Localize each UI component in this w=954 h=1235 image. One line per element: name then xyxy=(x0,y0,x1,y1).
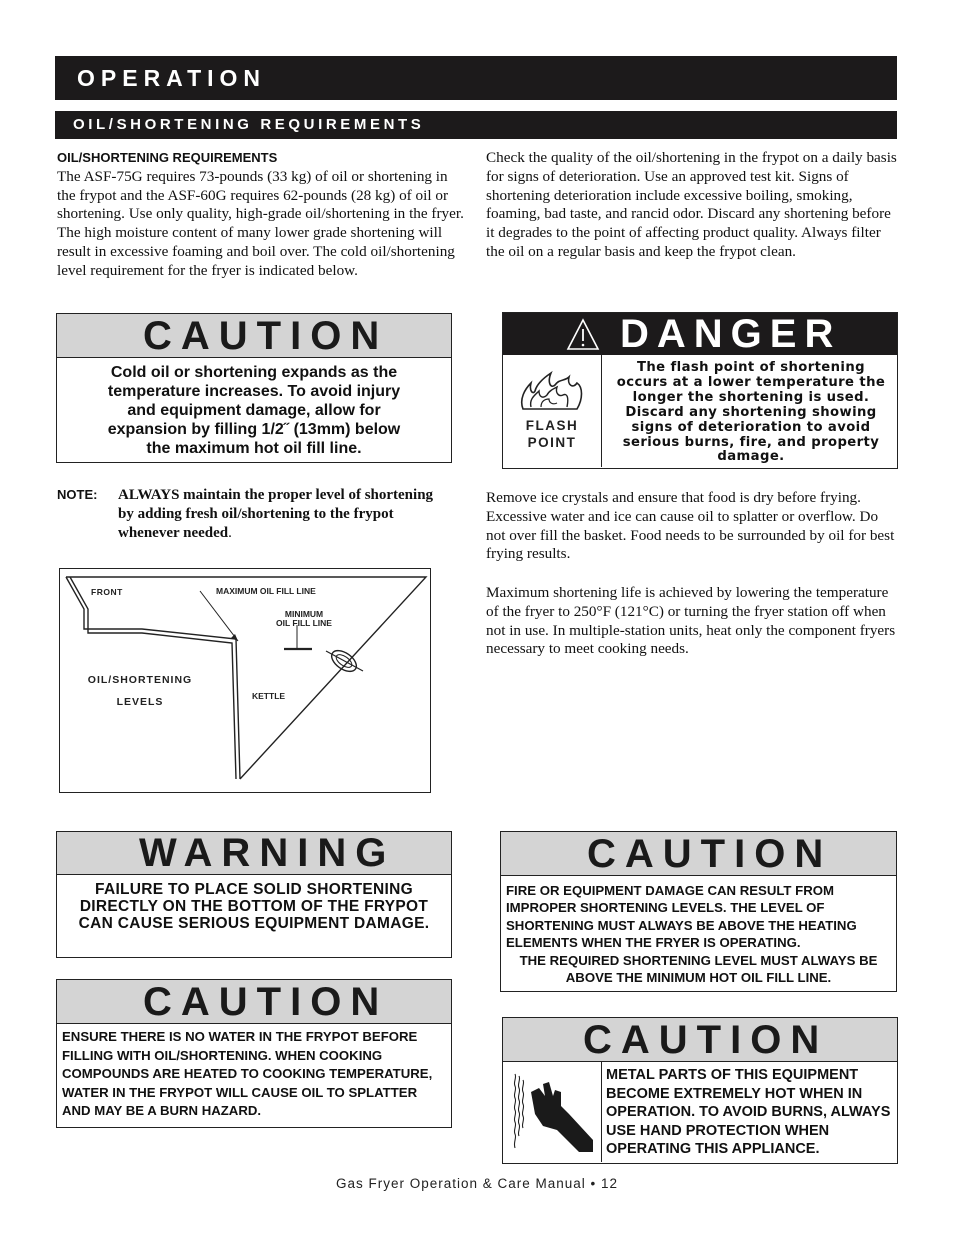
levels-label: OIL/SHORTENING LEVELS xyxy=(87,674,193,708)
caution-title: CAUTION xyxy=(501,832,896,876)
max-fill-label: MAXIMUM OIL FILL LINE xyxy=(216,586,316,596)
danger-header xyxy=(503,313,897,355)
caution-box-levels xyxy=(500,831,897,992)
shortening-life-paragraph: Maximum shortening life is achieved by lowering the temperature of the fryer to 250°F (121°C) or turning the fryer station off when not in use. In multiple-station units, heat only the component fryers necessary to meet cooking needs. xyxy=(486,584,896,658)
kettle-label: KETTLE xyxy=(252,691,286,701)
front-label: FRONT xyxy=(91,587,123,597)
section-title: OPERATION xyxy=(55,56,897,100)
ice-crystals-paragraph: Remove ice crystals and ensure that food is dry before frying. Excessive water and ice can cause oil to splatter or overflow. Do not over fill the basket. Food needs to be surrounded by oil for best frying results. xyxy=(486,489,895,563)
warning-title: WARNING xyxy=(57,832,451,875)
danger-message: The flash point of shortening occurs at a lower temperature the longer the shortening is used. Discard any shortening showing signs of deterioration to avoid serious burns, fire, and property damage. xyxy=(616,360,886,465)
caution-message: FIRE OR EQUIPMENT DAMAGE CAN RESULT FROM IMPROPER SHORTENING LEVELS. THE LEVEL OF SHORTENING MUST ALWAYS BE ABOVE THE HEATING ELEMENTS WHEN THE FRYER IS OPERATING. xyxy=(506,883,857,951)
caution-title: CAUTION xyxy=(57,314,451,358)
caution-message: ENSURE THERE IS NO WATER IN THE FRYPOT BEFORE FILLING WITH OIL/SHORTENING. WHEN COOKING COMPOUNDS ARE HEATED TO COOKING TEMPERATURE, WATER IN THE FRYPOT WILL CAUSE OIL TO SPLATTER AND MAY BE A BURN HAZARD. xyxy=(62,1029,433,1119)
caution-title: CAUTION xyxy=(57,980,451,1024)
oil-level-diagram xyxy=(59,568,431,793)
oil-requirements-heading: OIL/SHORTENING REQUIREMENTS xyxy=(57,150,278,165)
caution-box-water xyxy=(56,979,452,1128)
hot-surface-icon-panel xyxy=(503,1062,602,1162)
caution-emphasis: THE REQUIRED SHORTENING LEVEL MUST ALWAYS BE ABOVE THE MINIMUM HOT OIL FILL LINE. xyxy=(519,952,878,986)
danger-box-flash-point xyxy=(502,312,898,469)
flash-point-icon-panel xyxy=(503,355,602,467)
note-label: NOTE: xyxy=(57,487,98,502)
flame-icon xyxy=(517,369,589,413)
caution-message: METAL PARTS OF THIS EQUIPMENT BECOME EXTREMELY HOT WHEN IN OPERATION. TO AVOID BURNS, ALWAYS USE HAND PROTECTION WHEN OPERATING THIS APPLIANCE. xyxy=(606,1067,891,1158)
warning-message: FAILURE TO PLACE SOLID SHORTENING DIRECTLY ON THE BOTTOM OF THE FRYPOT CAN CAUSE SERIOUS EQUIPMENT DAMAGE. xyxy=(78,881,430,932)
note-text: ALWAYS maintain the proper level of shortening by adding fresh oil/shortening to the frypot whenever needed. xyxy=(118,487,434,541)
min-fill-label: MINIMUM OIL FILL LINE xyxy=(276,609,332,628)
caution-message: Cold oil or shortening expands as the temperature increases. To avoid injury and equipment damage, allow for expansion by filling 1/2˝ (13mm) below the maximum hot oil fill line. xyxy=(107,364,401,457)
danger-title: DANGER xyxy=(620,312,842,356)
warning-box-solid-shortening xyxy=(56,831,452,958)
oil-requirements-paragraph: The ASF-75G requires 73-pounds (33 kg) of oil or shortening in the frypot and the ASF-60G requires 62-pounds (28 kg) of oil or shortening. Use only quality, high-grade oil/shortening in the fryer. The high moisture content of many lower grade shortening will result in excessive foaming and boil over. The cold oil/shortening level requirement for the fryer is indicated below. xyxy=(57,167,464,279)
hand-burn-icon xyxy=(509,1070,597,1154)
flash-point-label: FLASH POINT xyxy=(525,418,579,450)
subsection-title: OIL/SHORTENING REQUIREMENTS xyxy=(55,111,897,139)
caution-box-expansion xyxy=(56,313,452,463)
caution-box-hot-metal xyxy=(502,1017,898,1164)
warning-triangle-icon xyxy=(566,318,600,351)
page-footer: Gas Fryer Operation & Care Manual • 12 xyxy=(335,1176,619,1191)
quality-paragraph: Check the quality of the oil/shortening in the frypot on a daily basis for signs of deterioration. Use an approved test kit. Signs of shortening deterioration include excessive boiling, smoking, foaming, bad taste, and rancid odor. Discard any shortening before it degrades to the point of affecting product quality. Always filter the oil on a regular basis and keep the frypot clean. xyxy=(486,149,897,260)
left-column xyxy=(57,149,465,281)
caution-title: CAUTION xyxy=(503,1018,897,1062)
